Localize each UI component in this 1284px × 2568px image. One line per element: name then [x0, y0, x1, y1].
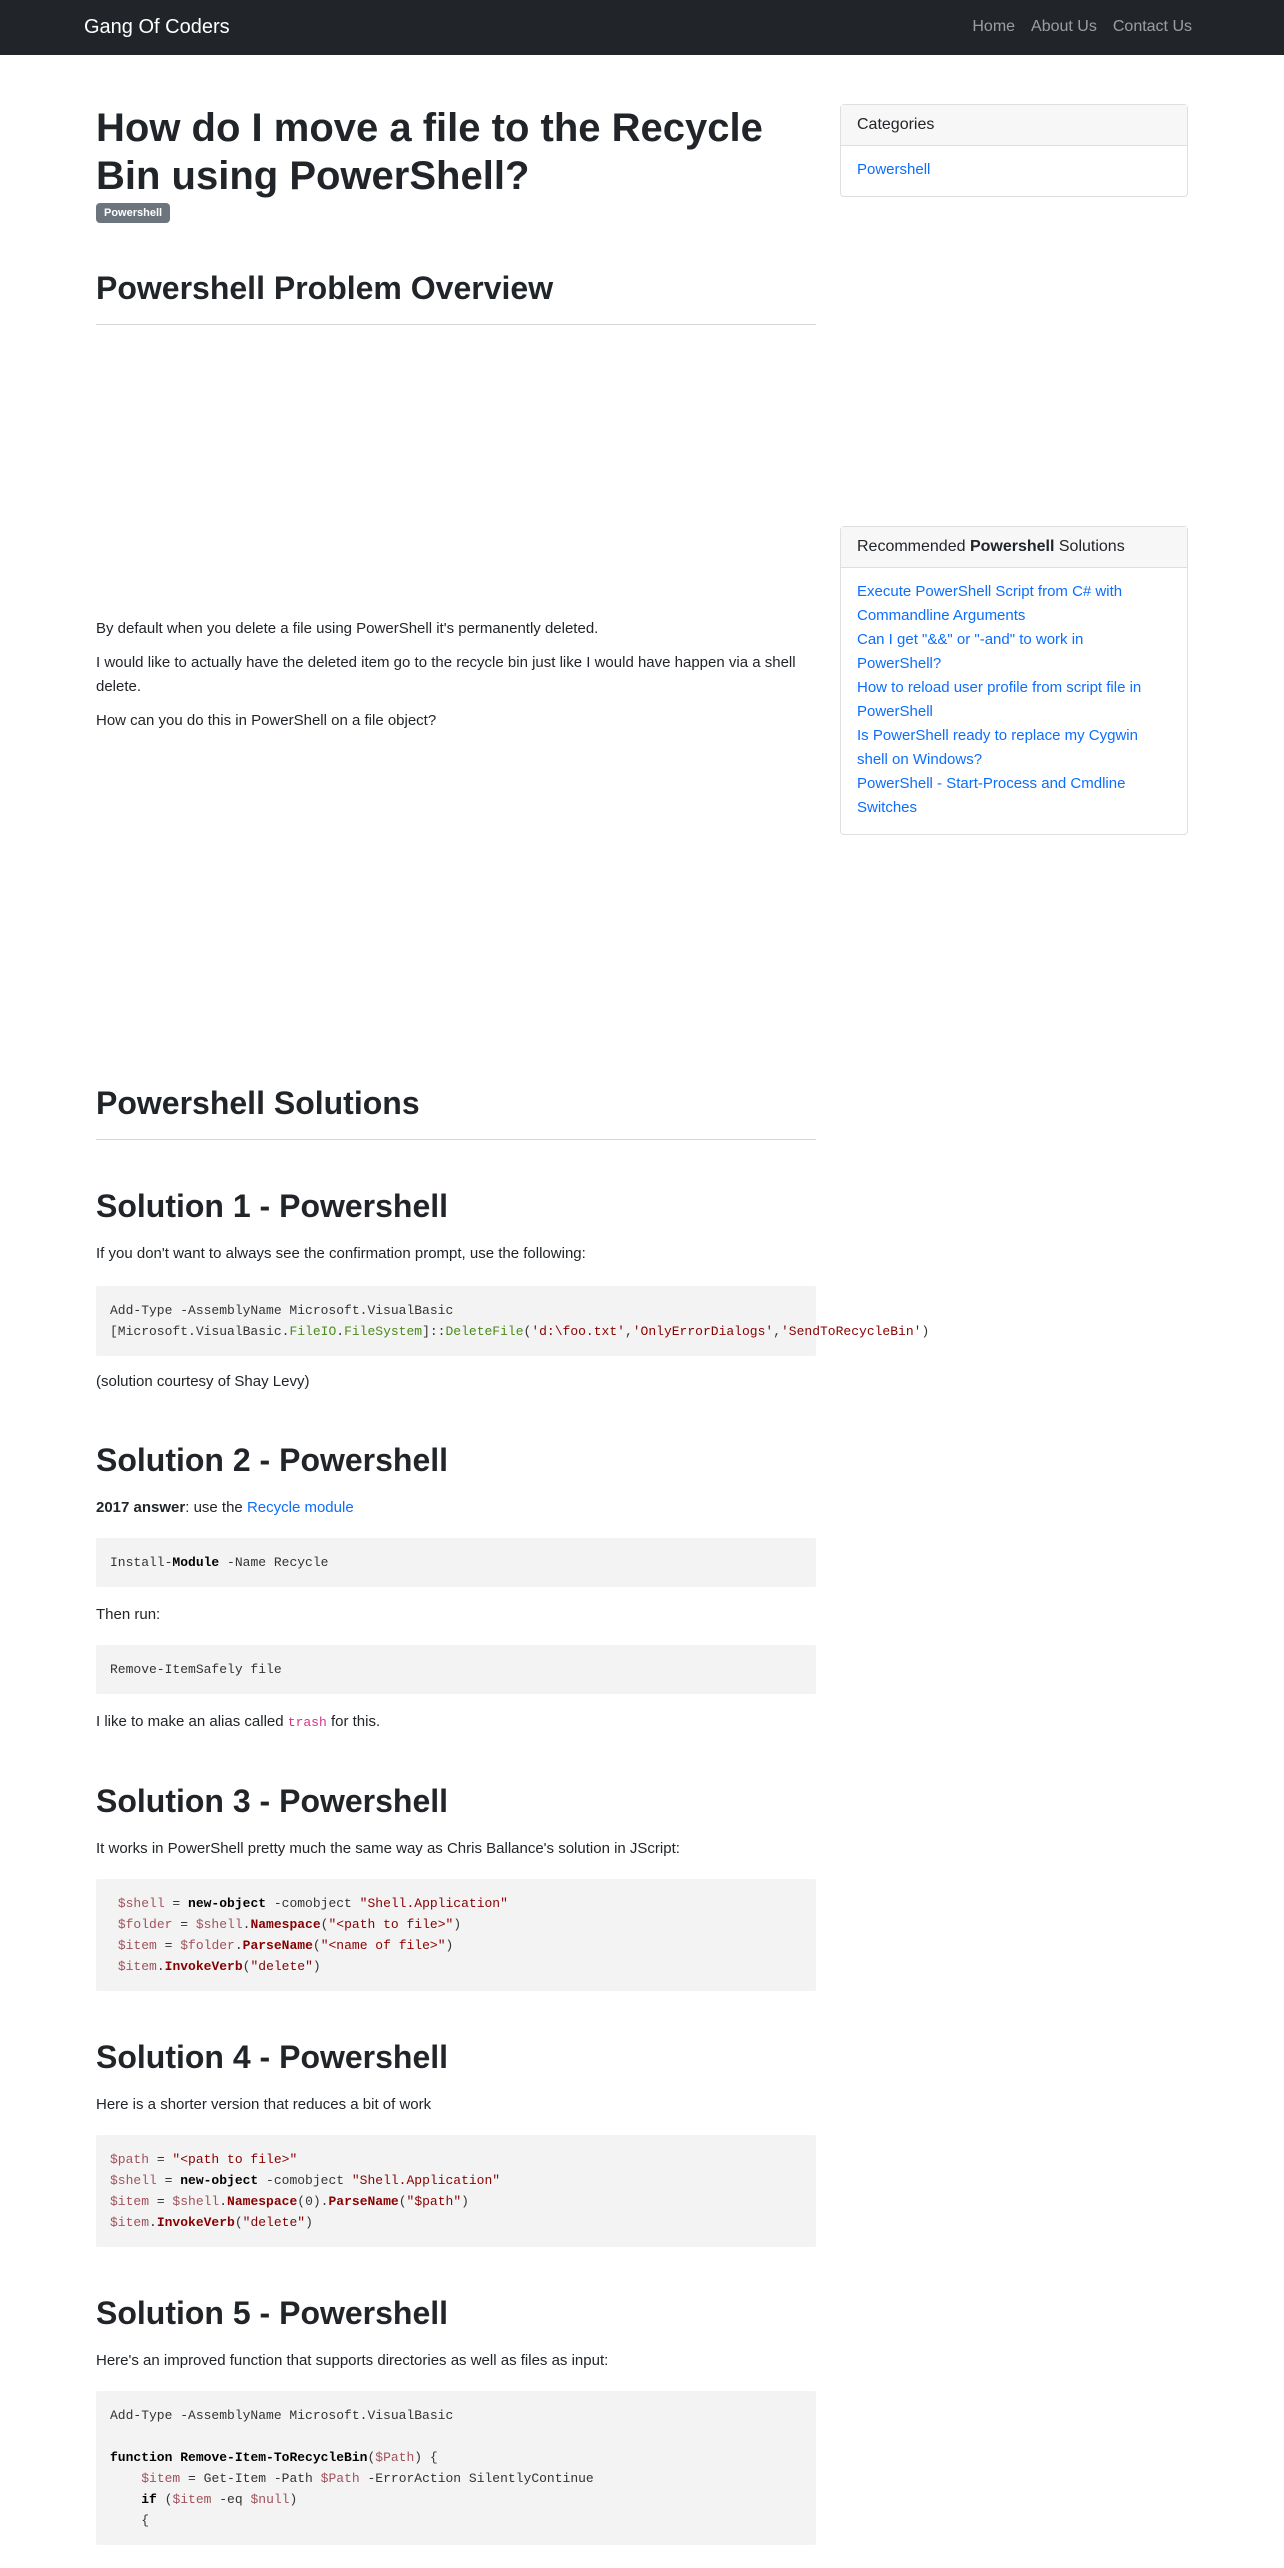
recommended-link[interactable]: How to reload user profile from script file in PowerShell	[857, 679, 1142, 720]
solution-text: Here is a shorter version that reduces a bit of work	[96, 2096, 432, 2113]
recommended-link[interactable]: Is PowerShell ready to replace my Cygwin shell on Windows?	[857, 727, 1138, 768]
code-block: Install-Module -Name Recycle	[96, 1538, 816, 1587]
solution-text: 2017 answer: use the Recycle module	[96, 1499, 354, 1516]
code-block: $path = "<path to file>" $shell = new-object -comobject "Shell.Application" $item = $shell.Namespace(0).ParseName("$path") $item.InvokeVerb("delete")	[96, 2135, 816, 2247]
problem-paragraph: How can you do this in PowerShell on a file object?	[96, 712, 437, 729]
solution-text: I like to make an alias called trash for this.	[96, 1713, 381, 1730]
code-block: Add-Type -AssemblyName Microsoft.VisualBasic [Microsoft.VisualBasic.FileIO.FileSystem]::DeleteFile('d:\foo.txt','OnlyErrorDialogs','SendToRecycleBin')	[96, 1286, 816, 1356]
solution-heading: Solution 4 - Powershell	[96, 2039, 449, 2075]
nav-about-link[interactable]: About Us	[1031, 18, 1097, 35]
recycle-module-link[interactable]: Recycle module	[246, 1499, 354, 1516]
inline-code: trash	[287, 1715, 327, 1730]
problem-paragraph: By default when you delete a file using PowerShell it's permanently deleted.	[96, 620, 599, 637]
recommended-link[interactable]: Execute PowerShell Script from C# with Commandline Arguments	[857, 583, 1123, 624]
solution-text: Then run:	[96, 1606, 161, 1623]
code-block: Add-Type -AssemblyName Microsoft.VisualBasic function Remove-Item-ToRecycleBin($Path) { $item = Get-Item -Path $Path -ErrorAction SilentlyContinue if ($item -eq $null) {	[96, 2391, 816, 2545]
nav-contact-link[interactable]: Contact Us	[1112, 18, 1192, 35]
solution-heading: Solution 1 - Powershell	[96, 1188, 449, 1224]
category-link[interactable]: Powershell	[857, 161, 931, 178]
solution-text: If you don't want to always see the confirmation prompt, use the following:	[96, 1245, 586, 1262]
sidebar	[840, 104, 1188, 835]
recommended-link[interactable]: PowerShell - Start-Process and Cmdline Switches	[857, 775, 1126, 816]
solution-heading: Solution 2 - Powershell	[96, 1442, 449, 1478]
ad-space	[96, 733, 816, 1083]
nav-links	[972, 16, 1192, 38]
nav-home-link[interactable]: Home	[972, 18, 1016, 35]
ad-space	[96, 325, 816, 617]
solution-text: Here's an improved function that supports directories as well as files as input:	[96, 2352, 609, 2369]
code-line: [Microsoft.VisualBasic.FileIO.FileSystem]::DeleteFile('d:\foo.txt','OnlyErrorDialogs','SendToRecycleBin')	[110, 1324, 930, 1339]
solution-heading: Solution 5 - Powershell	[96, 2295, 449, 2331]
page-title: How do I move a file to the Recycle Bin using PowerShell?	[96, 106, 763, 198]
solution-text: It works in PowerShell pretty much the same way as Chris Ballance's solution in JScript:	[96, 1840, 680, 1857]
solution-text: (solution courtesy of Shay Levy)	[96, 1373, 310, 1390]
brand-link[interactable]: Gang Of Coders	[84, 16, 230, 38]
recommended-title: Recommended Powershell Solutions	[841, 527, 1187, 568]
code-block: Remove-ItemSafely file	[96, 1645, 816, 1694]
code-block: $shell = new-object -comobject "Shell.Application" $folder = $shell.Namespace("<path to file>") $item = $folder.ParseName("<name of file>") $item.InvokeVerb("delete")	[96, 1879, 816, 1991]
categories-title: Categories	[841, 105, 1187, 146]
overview-heading: Powershell Problem Overview	[96, 268, 816, 325]
problem-paragraph: I would like to actually have the deleted item go to the recycle bin just like I would have happen via a shell delete.	[96, 654, 796, 695]
recommended-link[interactable]: Can I get "&&" or "-and" to work in PowerShell?	[857, 631, 1084, 672]
navbar	[0, 0, 1284, 55]
recommended-card	[840, 526, 1188, 835]
solution-heading: Solution 3 - Powershell	[96, 1783, 449, 1819]
solutions-heading: Powershell Solutions	[96, 1083, 816, 1140]
tag-badge[interactable]: Powershell	[96, 203, 170, 223]
categories-card	[840, 104, 1188, 197]
